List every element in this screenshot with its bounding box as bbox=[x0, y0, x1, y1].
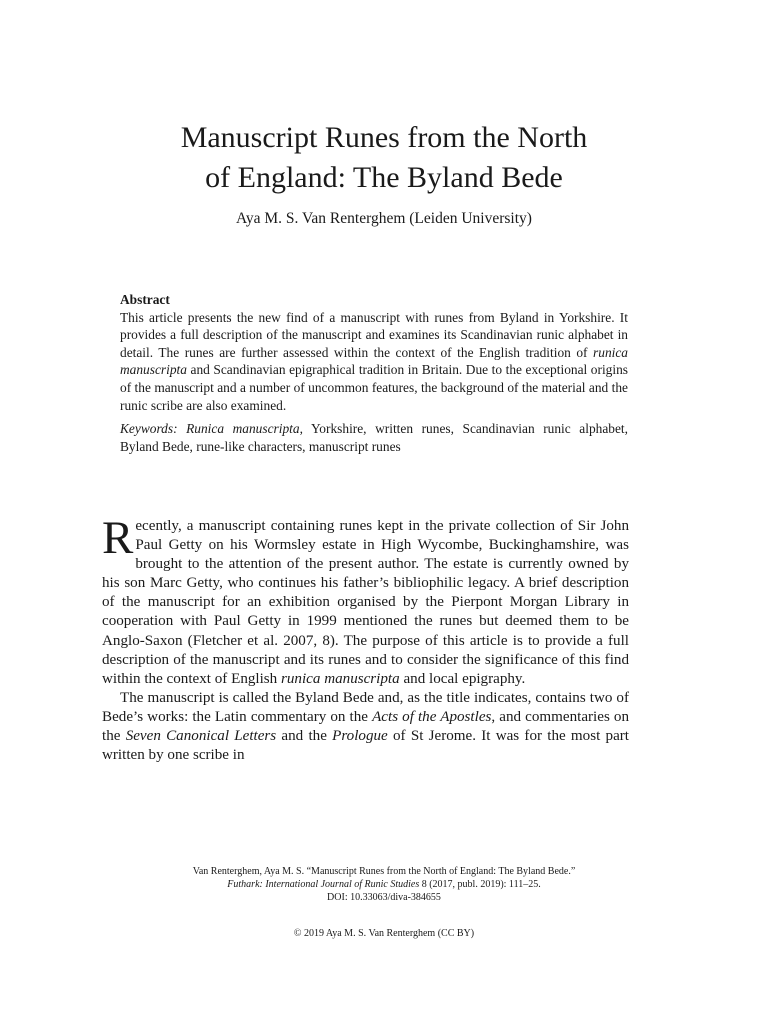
article-body bbox=[102, 512, 629, 765]
footer-journal-title: Futhark: International Journal of Runic Studies bbox=[227, 879, 420, 890]
abstract-text-part-2: and Scandinavian epigraphical tradition in Britain. Due to the exceptional origins of the manuscript and a number of uncommon features, the background of the material and the runic scribe are also examined. bbox=[120, 362, 628, 413]
abstract-heading: Abstract bbox=[120, 292, 170, 307]
keywords-label: Keywords bbox=[120, 421, 174, 437]
keywords: Keywords: Runica manuscripta, Yorkshire, written runes, Scandinavian runic alphabet, Byland Bede, rune-like characters, manuscript runes bbox=[120, 421, 628, 454]
keywords-first: Runica manuscripta bbox=[186, 421, 300, 437]
para2-italic-3: Prologue bbox=[332, 728, 388, 745]
article-title bbox=[60, 118, 708, 198]
title-line-2: of England: The Byland Bede bbox=[205, 161, 563, 194]
copyright-notice: © 2019 Aya M. S. Van Renterghem (CC BY) bbox=[293, 928, 475, 939]
footer-journal-line bbox=[60, 878, 708, 891]
para2-text-a: The manuscript is called the Byland Bede and, as the title indicates, contains two of Bede’s works: the Latin commentary on the bbox=[102, 689, 629, 725]
para1-text-b: and local epigraphy. bbox=[399, 670, 526, 687]
abstract-italic-term: runica manuscripta bbox=[120, 344, 628, 378]
citation-footer bbox=[60, 865, 708, 904]
footer-citation: Van Renterghem, Aya M. S. “Manuscript Runes from the North of England: The Byland Bede.” bbox=[192, 866, 576, 877]
author-affiliation: Aya M. S. Van Renterghem (Leiden University) bbox=[236, 210, 532, 227]
drop-cap: R bbox=[102, 512, 134, 564]
abstract-section bbox=[120, 291, 628, 455]
body-paragraph-1 bbox=[102, 512, 629, 689]
body-paragraph-2 bbox=[102, 689, 629, 765]
footer-journal-rest: 8 (2017, publ. 2019): 111–25. bbox=[419, 879, 541, 890]
abstract-text bbox=[120, 309, 628, 415]
title-line-1: Manuscript Runes from the North bbox=[180, 121, 588, 154]
para2-italic-2: Seven Canonical Letters bbox=[125, 728, 277, 745]
para1-italic: runica manuscripta bbox=[281, 670, 400, 687]
para1-text-a: ecently, a manuscript containing runes kept in the private collection of Sir John Paul Getty on his Wormsley estate in High Wycombe, Buckinghamshire, was brought to the attention of the present author. The estate is currently owned by his son Marc Getty, who continues his father’s bibliophilic legacy. A brief description of the manuscript for an exhibition organised by the Pierpont Morgan Library in cooperation with Paul Getty in 1999 mentioned the runes but deemed them to be Anglo-Saxon (Fletcher et al. 2007, 8). The purpose of this article is to provide a full description of the manuscript and its runes and to consider the significance of this find within the context of English bbox=[102, 518, 629, 687]
keywords-rest: , Yorkshire, written runes, Scandinavian runic alphabet, Byland Bede, rune-like characters, manuscript runes bbox=[120, 421, 628, 454]
para2-italic-1: Acts of the Apostles bbox=[372, 708, 492, 725]
para2-text-b: , and commentaries on the bbox=[102, 708, 629, 745]
para2-text-d: of St Jerome. It was for the most part written by one scribe in bbox=[102, 728, 629, 764]
para2-text-c: and the bbox=[276, 728, 333, 745]
footer-doi: DOI: 10.33063/diva-384655 bbox=[327, 892, 441, 903]
abstract-text-part-1: This article presents the new find of a manuscript with runes from Byland in Yorkshire. It provides a full description of the manuscript and examines its Scandinavian runic alphabet in detail. The runes are further assessed within the context of the English tradition of bbox=[120, 309, 628, 360]
